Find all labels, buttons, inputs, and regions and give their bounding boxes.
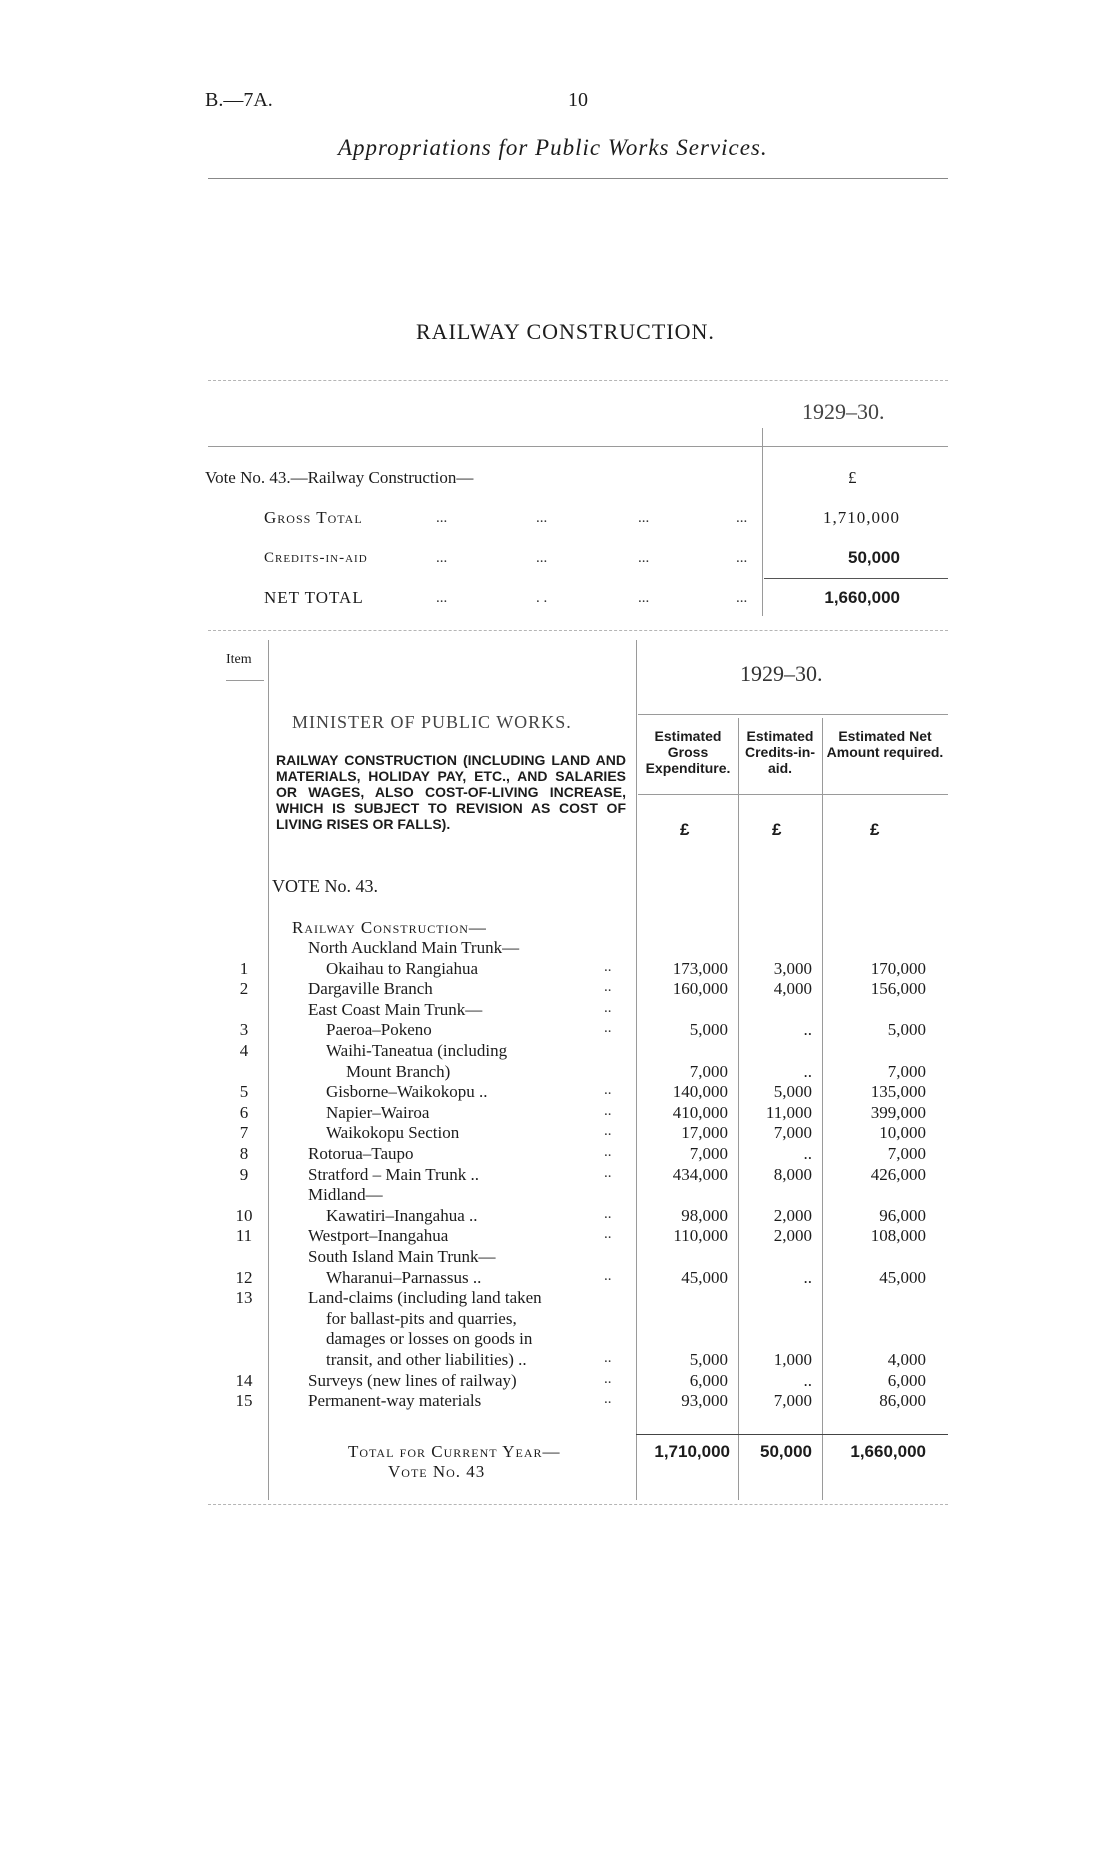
credits-value: 7,000: [773, 1123, 812, 1142]
item-number: 9: [239, 1165, 249, 1184]
section-title: RAILWAY CONSTRUCTION.: [416, 319, 715, 344]
minister-heading: MINISTER OF PUBLIC WORKS.: [292, 712, 572, 732]
row-leader: ..: [604, 1391, 612, 1407]
table-year: 1929–30.: [740, 661, 823, 686]
item-number: 1: [239, 959, 249, 978]
gross-value: 5,000: [689, 1350, 728, 1369]
row-label: Mount Branch): [346, 1062, 451, 1081]
item-number: 6: [239, 1103, 249, 1122]
gross-value: 410,000: [672, 1103, 728, 1122]
credits-value: 11,000: [765, 1103, 812, 1122]
item-column-divider: [268, 640, 269, 1500]
credits-value: ..: [803, 1020, 812, 1039]
credits-value: ..: [803, 1062, 812, 1081]
net-value: 7,000: [887, 1144, 926, 1163]
page-title: Appropriations for Public Works Services.: [338, 135, 768, 160]
credits-value: 2,000: [773, 1226, 812, 1245]
item-number: 11: [235, 1226, 253, 1245]
summary-sum-rule: [764, 578, 948, 579]
net-value: 135,000: [870, 1082, 926, 1101]
gross-value: 98,000: [681, 1206, 728, 1225]
summary-leader: ...: [638, 510, 650, 526]
summary-gross-value: 1,710,000: [823, 508, 900, 527]
gross-currency: £: [680, 820, 690, 839]
row-label: Surveys (new lines of railway): [308, 1371, 517, 1390]
row-label: Okaihau to Rangiahua: [326, 959, 479, 978]
row-leader: ..: [604, 1123, 612, 1139]
vote-heading: VOTE No. 43.: [272, 876, 378, 896]
row-label: Kawatiri–Inangahua ..: [326, 1206, 478, 1225]
row-leader: ..: [604, 1020, 612, 1036]
page-number: 10: [568, 89, 588, 111]
vote-description: RAILWAY CONSTRUCTION (INCLUDING LAND AND MATERIALS, HOLIDAY PAY, ETC., AND SALARIES OR WAGES, ALSO COST-OF-LIVING INCREASE, WHICH IS SUBJECT TO REVISION AS COST OF LIVING RISES OR FALLS).: [276, 752, 626, 832]
credits-value: 5,000: [773, 1082, 812, 1101]
row-label: damages or losses on goods in: [326, 1329, 533, 1348]
row-leader: ..: [604, 1082, 612, 1098]
gross-value: 434,000: [672, 1165, 728, 1184]
col-gross-header: Estimated Gross Expenditure.: [645, 728, 731, 776]
row-leader: ..: [604, 1103, 612, 1119]
row-leader: ..: [604, 1226, 612, 1242]
credits-value: ..: [803, 1268, 812, 1287]
summary-leader: ...: [436, 510, 448, 526]
summary-leader: ...: [536, 550, 548, 566]
total-vote-label: Vote No. 43: [388, 1462, 486, 1481]
row-label: Rotorua–Taupo: [308, 1144, 414, 1163]
summary-leader: ...: [736, 510, 748, 526]
row-leader: ..: [604, 959, 612, 975]
row-label: Dargaville Branch: [308, 979, 433, 998]
summary-year: 1929–30.: [802, 399, 885, 424]
row-label: Westport–Inangahua: [308, 1226, 449, 1245]
title-rule: [208, 178, 948, 179]
row-leader: ..: [604, 1000, 612, 1016]
summary-gross-label: Gross Total: [264, 508, 363, 527]
credits-currency: £: [772, 820, 782, 839]
item-header-rule: [226, 680, 264, 681]
item-number: 5: [239, 1082, 249, 1101]
item-number: 13: [235, 1288, 253, 1307]
summary-leader: ...: [536, 510, 548, 526]
summary-credits-value: 50,000: [848, 548, 900, 567]
row-label: North Auckland Main Trunk—: [308, 938, 520, 957]
gross-value: 17,000: [681, 1123, 728, 1142]
gross-value: 110,000: [673, 1226, 728, 1245]
summary-leader: ...: [436, 590, 448, 606]
col-net-header: Estimated Net Amount required.: [826, 728, 944, 760]
row-label: Gisborne–Waikokopu ..: [326, 1082, 488, 1101]
net-value: 96,000: [879, 1206, 926, 1225]
item-number: 7: [239, 1123, 249, 1142]
row-label: East Coast Main Trunk—: [308, 1000, 483, 1019]
gross-value: 45,000: [681, 1268, 728, 1287]
item-number: 2: [239, 979, 249, 998]
net-value: 5,000: [887, 1020, 926, 1039]
summary-leader: ...: [736, 550, 748, 566]
summary-top-rule: [208, 380, 948, 381]
net-value: 170,000: [870, 959, 926, 978]
net-value: 7,000: [887, 1062, 926, 1081]
row-label: Midland—: [308, 1185, 383, 1204]
net-value: 156,000: [870, 979, 926, 998]
summary-leader: ...: [638, 590, 650, 606]
row-label: Stratford – Main Trunk ..: [308, 1165, 479, 1184]
page-reference: B.—7A.: [205, 89, 273, 111]
summary-bottom-rule: [208, 630, 948, 631]
group-heading: Railway Construction—: [292, 918, 487, 937]
total-label: Total for Current Year—: [348, 1442, 561, 1461]
summary-leader: ...: [436, 550, 448, 566]
item-number: 14: [235, 1371, 253, 1390]
summary-leader: ...: [638, 550, 650, 566]
row-leader: ..: [604, 1144, 612, 1160]
summary-net-value: 1,660,000: [824, 588, 900, 607]
credits-value: 1,000: [773, 1350, 812, 1369]
gross-value: 140,000: [672, 1082, 728, 1101]
net-value: 10,000: [879, 1123, 926, 1142]
row-leader: ..: [604, 1350, 612, 1366]
row-leader: ..: [604, 1371, 612, 1387]
gross-value: 6,000: [689, 1371, 728, 1390]
net-value: 426,000: [870, 1165, 926, 1184]
row-leader: ..: [604, 1206, 612, 1222]
table-year-rule: [638, 714, 948, 715]
total-net: 1,660,000: [850, 1442, 926, 1461]
summary-currency: £: [848, 468, 857, 487]
item-number: 4: [239, 1041, 249, 1060]
row-label: Paeroa–Pokeno: [326, 1020, 432, 1039]
row-leader: ..: [604, 1165, 612, 1181]
total-rule: [636, 1434, 948, 1435]
col-header-rule: [638, 794, 948, 795]
row-label: Land-claims (including land taken: [308, 1288, 542, 1307]
net-value: 45,000: [879, 1268, 926, 1287]
row-label: for ballast-pits and quarries,: [326, 1309, 517, 1328]
row-leader: ..: [604, 979, 612, 995]
net-value: 6,000: [887, 1371, 926, 1390]
gross-value: 5,000: [689, 1020, 728, 1039]
gross-value: 93,000: [681, 1391, 728, 1410]
summary-divider: [762, 428, 763, 616]
item-column-header: Item: [226, 652, 252, 667]
gross-value: 7,000: [689, 1144, 728, 1163]
credits-value: ..: [803, 1144, 812, 1163]
row-label: Permanent-way materials: [308, 1391, 482, 1410]
gross-value: 173,000: [672, 959, 728, 978]
col-credits-header: Estimated Credits-in-aid.: [745, 728, 815, 776]
net-value: 4,000: [887, 1350, 926, 1369]
net-value: 86,000: [879, 1391, 926, 1410]
credits-value: 4,000: [773, 979, 812, 998]
row-label: Waikokopu Section: [326, 1123, 460, 1142]
net-value: 108,000: [870, 1226, 926, 1245]
item-number: 15: [235, 1391, 253, 1410]
gross-column-divider: [738, 718, 739, 1500]
credits-value: ..: [803, 1371, 812, 1390]
summary-credits-label: Credits-in-aid: [264, 550, 368, 566]
row-label: Waihi-Taneatua (including: [326, 1041, 508, 1060]
credits-value: 3,000: [773, 959, 812, 978]
row-label: South Island Main Trunk—: [308, 1247, 496, 1266]
credits-value: 8,000: [773, 1165, 812, 1184]
net-currency: £: [870, 820, 880, 839]
gross-value: 160,000: [672, 979, 728, 998]
item-number: 12: [235, 1268, 253, 1287]
net-value: 399,000: [870, 1103, 926, 1122]
gross-value: 7,000: [689, 1062, 728, 1081]
credits-column-divider: [822, 718, 823, 1500]
row-label: Wharanui–Parnassus ..: [326, 1268, 482, 1287]
summary-leader: ...: [736, 590, 748, 606]
summary-vote-label: Vote No. 43.—Railway Construction—: [205, 468, 474, 487]
credits-value: 2,000: [773, 1206, 812, 1225]
summary-leader: . .: [536, 590, 548, 606]
table-bottom-rule: [208, 1504, 948, 1505]
item-number: 8: [239, 1144, 249, 1163]
row-label: Napier–Wairoa: [326, 1103, 430, 1122]
row-leader: ..: [604, 1268, 612, 1284]
credits-value: 7,000: [773, 1391, 812, 1410]
item-number: 3: [239, 1020, 249, 1039]
summary-header-rule: [208, 446, 948, 447]
row-label: transit, and other liabilities) ..: [326, 1350, 527, 1369]
total-gross: 1,710,000: [654, 1442, 730, 1461]
item-number: 10: [235, 1206, 253, 1225]
total-credits: 50,000: [760, 1442, 812, 1461]
summary-net-label: NET TOTAL: [264, 588, 364, 607]
